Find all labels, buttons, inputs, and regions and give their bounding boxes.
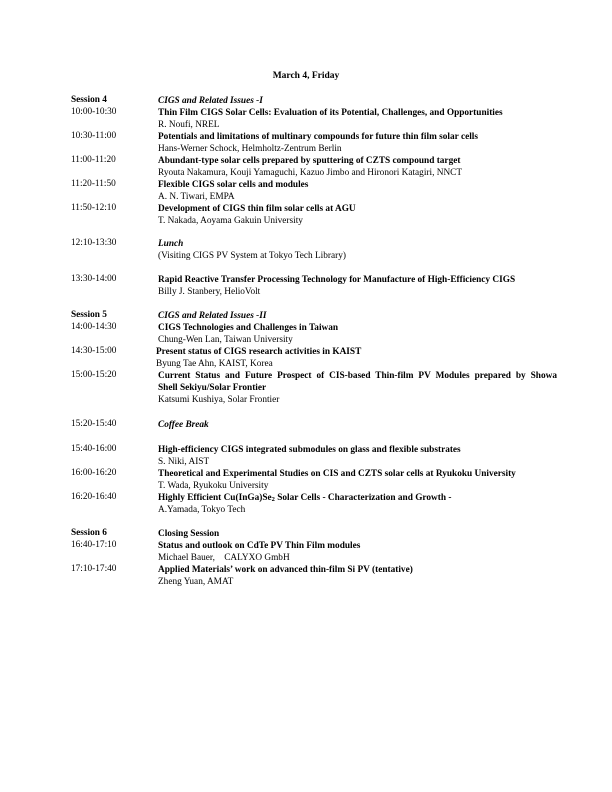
- time-slot: 16:00-16:20: [71, 468, 117, 478]
- talk-title: CIGS Technologies and Challenges in Taiwan: [158, 323, 339, 333]
- time-slot: 15:00-15:20: [71, 370, 117, 380]
- speaker: Chung-Wen Lan, Taiwan University: [158, 335, 293, 345]
- speaker: Zheng Yuan, AMAT: [158, 577, 234, 587]
- session-label: Session 4: [71, 95, 107, 105]
- talk-title: High-efficiency CIGS integrated submodules on glass and flexible substrates: [158, 445, 461, 455]
- subscript: 2: [271, 496, 275, 503]
- time-slot: 11:50-12:10: [71, 203, 117, 213]
- session-title: CIGS and Related Issues -II: [158, 311, 267, 321]
- talk-title: [158, 492, 558, 504]
- talk-title: Applied Materials’ work on advanced thin-film Si PV (tentative): [158, 565, 413, 575]
- speaker: Billy J. Stanbery, HelioVolt: [158, 287, 261, 297]
- speaker: A.Yamada, Tokyo Tech: [158, 505, 246, 515]
- session-title: CIGS and Related Issues -I: [158, 96, 263, 106]
- time-slot: 15:20-15:40: [71, 419, 117, 429]
- talk-title: Flexible CIGS solar cells and modules: [158, 180, 309, 190]
- break-note: (Visiting CIGS PV System at Tokyo Tech Library): [158, 251, 346, 261]
- page-title: March 4, Friday: [272, 71, 340, 81]
- speaker: T. Wada, Ryukoku University: [158, 481, 269, 491]
- time-slot: 15:40-16:00: [71, 444, 117, 454]
- session-label: Session 6: [71, 528, 107, 538]
- speaker: T. Nakada, Aoyama Gakuin University: [158, 216, 303, 226]
- talk-title: Development of CIGS thin film solar cells at AGU: [158, 204, 356, 214]
- time-slot: 12:10-13:30: [71, 238, 117, 248]
- time-slot: 14:30-15:00: [71, 346, 117, 356]
- speaker: Michael Bauer, CALYXO GmbH: [158, 553, 290, 563]
- time-slot: 11:20-11:50: [71, 179, 116, 189]
- talk-title: Thin Film CIGS Solar Cells: Evaluation of its Potential, Challenges, and Opportunities: [158, 108, 503, 118]
- time-slot: 10:30-11:00: [71, 131, 117, 141]
- break-title: Lunch: [158, 239, 184, 249]
- talk-title-post: Solar Cells - Characterization and Growth -: [274, 493, 452, 503]
- speaker: Byung Tae Ahn, KAIST, Korea: [156, 359, 273, 369]
- time-slot: 17:10-17:40: [71, 564, 117, 574]
- talk-title: Status and outlook on CdTe PV Thin Film modules: [158, 541, 361, 551]
- time-slot: 13:30-14:00: [71, 274, 117, 284]
- speaker: Ryouta Nakamura, Kouji Yamaguchi, Kazuo Jimbo and Hironori Katagiri, NNCT: [158, 168, 463, 178]
- time-slot: 16:40-17:10: [71, 540, 117, 550]
- session-title: Closing Session: [158, 529, 220, 539]
- talk-title: Present status of CIGS research activities in KAIST: [156, 347, 362, 357]
- talk-title: Rapid Reactive Transfer Processing Technology for Manufacture of High-Efficiency CIGS: [158, 275, 516, 285]
- speaker: S. Niki, AIST: [158, 457, 210, 467]
- speaker: Hans-Werner Schock, Helmholtz-Zentrum Berlin: [158, 144, 342, 154]
- speaker: Katsumi Kushiya, Solar Frontier: [158, 395, 280, 405]
- speaker: A. N. Tiwari, EMPA: [158, 192, 235, 202]
- time-slot: 10:00-10:30: [71, 107, 117, 117]
- session-label: Session 5: [71, 310, 107, 320]
- time-slot: 11:00-11:20: [71, 155, 116, 165]
- talk-title: Abundant-type solar cells prepared by sputtering of CZTS compound target: [158, 156, 461, 166]
- talk-title-line-2: Shell Sekiyu/Solar Frontier: [158, 383, 267, 393]
- time-slot: 14:00-14:30: [71, 322, 117, 332]
- talk-title-line-1: Current Status and Future Prospect of CIS-based Thin-film PV Modules prepared by Showa: [158, 371, 557, 381]
- break-title: Coffee Break: [158, 420, 209, 430]
- speaker: R. Noufi, NREL: [158, 120, 220, 130]
- talk-title: Theoretical and Experimental Studies on CIS and CZTS solar cells at Ryukoku University: [158, 469, 516, 479]
- talk-title-pre: Highly Efficient Cu(InGa)Se: [158, 493, 272, 503]
- talk-title: Potentials and limitations of multinary compounds for future thin film solar cells: [158, 132, 478, 142]
- time-slot: 16:20-16:40: [71, 492, 117, 502]
